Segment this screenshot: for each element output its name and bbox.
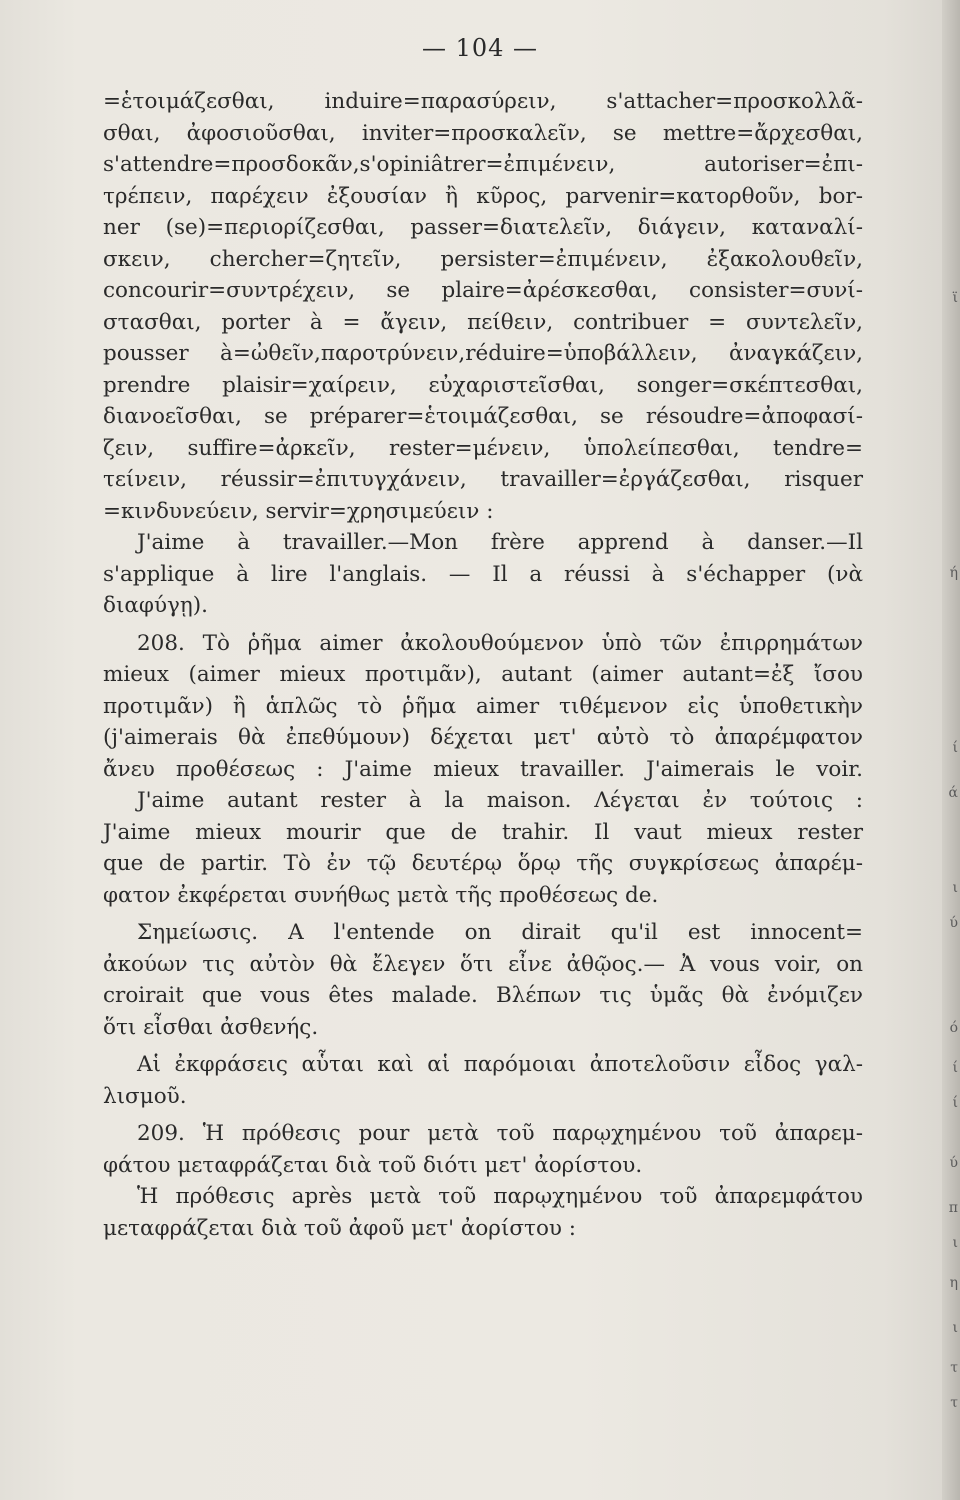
text-line: ner (se)=περιορίζεσθαι, passer=διατελεῖν, διάγειν, καταναλί-	[103, 215, 863, 240]
example-line: J'aime à travailler.—Mon frère apprend à danser.—Il	[137, 530, 863, 555]
margin-bleed-mark: ά	[948, 785, 958, 801]
gallicism-line: Αἱ ἐκφράσεις αὗται καὶ αἱ παρόμοιαι ἀποτελοῦσιν εἶδος γαλ-	[137, 1052, 863, 1077]
paragraph-208-line: J'aime autant rester à la maison. Λέγεται ἐν τούτοις :	[137, 788, 863, 813]
body-text	[103, 86, 863, 1244]
margin-bleed-mark: ό	[949, 1020, 958, 1036]
margin-bleed-mark: ή	[949, 565, 958, 581]
paragraph-209-line: μεταφράζεται διὰ τοῦ ἀφοῦ μετ' ἀορίστου :	[103, 1215, 577, 1241]
margin-bleed-mark: ί	[952, 740, 958, 756]
text-line: ζειν, suffire=ἀρκεῖν, rester=μένειν, ὑπολείπεσθαι, tendre=	[103, 435, 863, 461]
margin-bleed-mark: ί	[952, 1060, 958, 1076]
margin-bleed-mark: ύ	[949, 915, 958, 931]
text-line: στασθαι, porter à = ἄγειν, πείθειν, contribuer = συντελεῖν,	[103, 309, 863, 335]
paragraph-209-line: 209. Ἡ πρόθεσις pour μετὰ τοῦ παρῳχημένου τοῦ ἀπαρεμ-	[137, 1121, 863, 1146]
note-line: ἀκούων τις αὐτὸν θὰ ἔλεγεν ὅτι εἶνε ἀθῷος.— Ἀ vous voir, on	[103, 951, 863, 977]
example-line: s'applique à lire l'anglais. — Il a réussi à s'échapper (νὰ	[103, 561, 863, 587]
gallicism-line: λισμοῦ.	[103, 1083, 187, 1109]
page-number: — 104 —	[421, 34, 539, 62]
margin-bleed-mark: τ	[950, 1360, 958, 1376]
note-line: ὅτι εἶσθαι ἀσθενής.	[103, 1014, 319, 1040]
margin-bleed-mark: τ	[950, 1395, 958, 1411]
paragraph-208-line: mieux (aimer mieux προτιμᾶν), autant (aimer autant=ἐξ ἴσου	[103, 662, 863, 687]
paragraph-209-line: Ἡ πρόθεσις après μετὰ τοῦ παρῳχημένου τοῦ ἀπαρεμφάτου	[137, 1184, 863, 1209]
text-line: s'attendre=προσδοκᾶν,s'opiniâtrer=ἐπιμένειν, autoriser=ἐπι-	[103, 152, 863, 177]
margin-bleed-mark: π	[948, 1200, 958, 1216]
example-line: διαφύγῃ).	[103, 593, 208, 618]
text-line: σθαι, ἀφοσιοῦσθαι, inviter=προσκαλεῖν, se mettre=ἄρχεσθαι,	[103, 120, 863, 146]
margin-bleed-mark: ι	[952, 880, 958, 896]
paragraph-208-line: (j'aimerais θὰ ἐπεθύμουν) δέχεται μετ' αὐτὸ τὸ ἀπαρέμφατον	[103, 725, 863, 750]
paragraph-208-line: φατον ἐκφέρεται συνήθως μετὰ τῆς προθέσεως de.	[103, 882, 659, 908]
text-line: τρέπειν, παρέχειν ἐξουσίαν ἢ κῦρος, parvenir=κατορθοῦν, bor-	[103, 183, 863, 209]
text-line: σκειν, chercher=ζητεῖν, persister=ἐπιμένειν, ἐξακολουθεῖν,	[103, 246, 863, 272]
margin-bleed-mark: ι	[952, 1235, 958, 1251]
text-line: pousser à=ὠθεῖν,παροτρύνειν,réduire=ὑποβάλλειν, ἀναγκάζειν,	[103, 341, 863, 366]
paragraph-208-line: J'aime mieux mourir que de trahir. Il vaut mieux rester	[103, 819, 863, 845]
margin-bleed-mark: ί	[952, 1095, 958, 1111]
paragraph-208-line: 208. Τὸ ῥῆμα aimer ἀκολουθούμενον ὑπὸ τῶν ἐπιρρημάτων	[137, 630, 863, 656]
margin-bleed-mark: η	[949, 1275, 958, 1291]
text-line: =ἑτοιμάζεσθαι, induire=παρασύρειν, s'attacher=προσκολλᾶ-	[103, 89, 863, 114]
margin-bleed-mark: ϊ	[952, 290, 958, 306]
margin-bleed-mark: ύ	[949, 1155, 958, 1171]
note-line: Σημείωσις. A l'entende on dirait qu'il est innocent=	[137, 920, 863, 945]
text-line: concourir=συντρέχειν, se plaire=ἀρέσκεσθαι, consister=συνί-	[103, 278, 863, 303]
note-line: croirait que vous êtes malade. Βλέπων τις ὑμᾶς θὰ ἐνόμιζεν	[103, 983, 863, 1008]
paragraph-209-line: φάτου μεταφράζεται διὰ τοῦ διότι μετ' ἀορίστου.	[103, 1152, 643, 1178]
margin-bleed-mark: ι	[952, 1320, 958, 1336]
text-line: τείνειν, réussir=ἐπιτυγχάνειν, travailler=ἐργάζεσθαι, risquer	[103, 467, 863, 492]
paragraph-208-line: προτιμᾶν) ἢ ἁπλῶς τὸ ῥῆμα aimer τιθέμενον εἰς ὑποθετικὴν	[103, 693, 863, 719]
text-line: =κινδυνεύειν, servir=χρησιμεύειν :	[103, 498, 494, 524]
text-line: prendre plaisir=χαίρειν, εὐχαριστεῖσθαι, songer=σκέπτεσθαι,	[103, 372, 863, 398]
paragraph-208-line: que de partir. Τὸ ἐν τῷ δευτέρῳ ὅρῳ τῆς συγκρίσεως ἀπαρέμ-	[103, 851, 863, 876]
text-line: διανοεῖσθαι, se préparer=ἑτοιμάζεσθαι, se résoudre=ἀποφασί-	[103, 404, 863, 429]
paragraph-208-line: ἄνευ προθέσεως : J'aime mieux travailler. J'aimerais le voir.	[103, 756, 863, 782]
